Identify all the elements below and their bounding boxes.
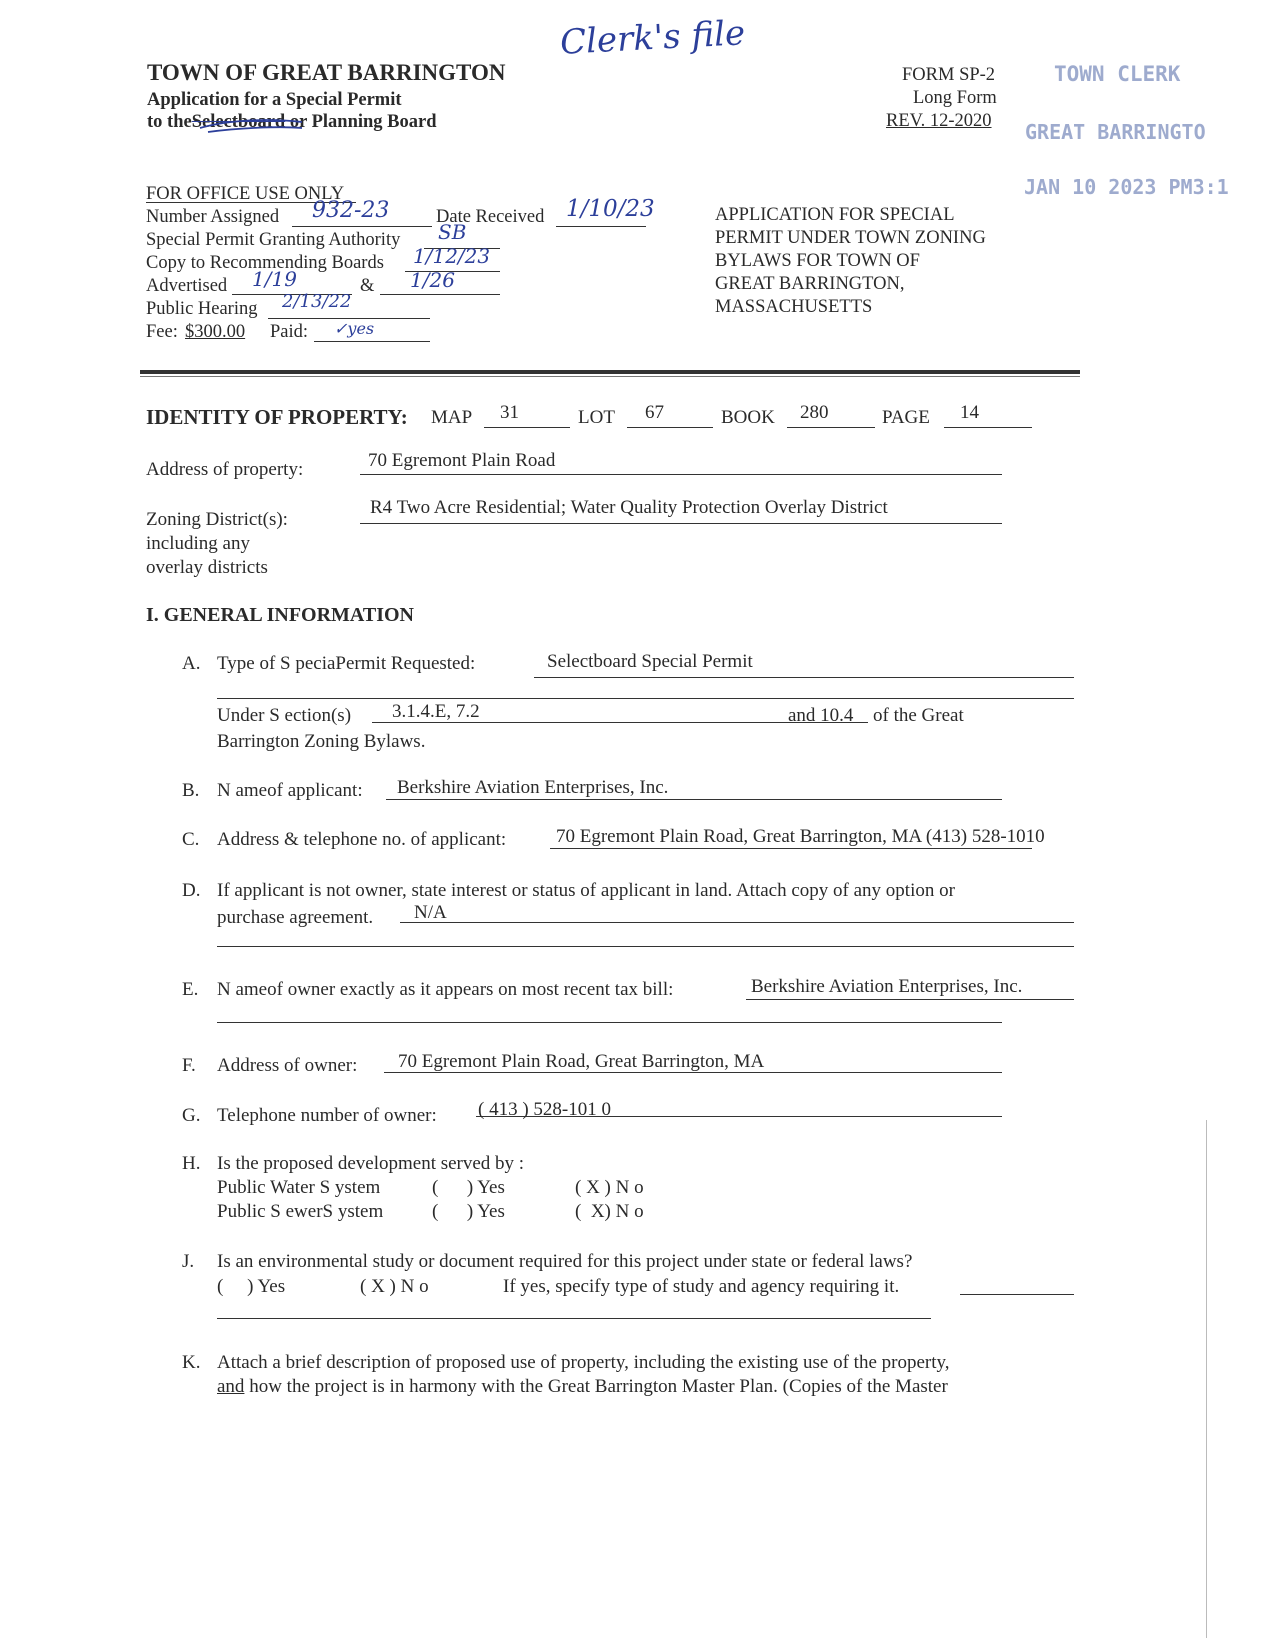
stamp-line2: GREAT BARRINGTO bbox=[1025, 120, 1206, 144]
item-j-label: Is an environmental study or document required for this project under state or federal laws? bbox=[217, 1251, 913, 1272]
date-received-line bbox=[556, 226, 646, 227]
item-e-line bbox=[746, 999, 1074, 1000]
item-d-value: N/A bbox=[414, 902, 447, 923]
item-a-value: Selectboard Special Permit bbox=[547, 651, 753, 672]
advertised-value1: 1/19 bbox=[252, 267, 297, 291]
item-j-line2 bbox=[217, 1318, 931, 1319]
public-water-yes: ( ) Yes bbox=[432, 1177, 505, 1198]
advertised-label: Advertised bbox=[146, 276, 228, 296]
advertised-line2 bbox=[380, 294, 500, 295]
subtitle-line1: Application for a Special Permit bbox=[147, 90, 402, 110]
zoning-label3: overlay districts bbox=[146, 557, 268, 578]
lot-value: 67 bbox=[645, 402, 664, 423]
public-sewer-no: ( X) N o bbox=[575, 1201, 644, 1222]
book-label: BOOK bbox=[721, 407, 775, 428]
authority-value: SB bbox=[438, 220, 467, 244]
address-value: 70 Egremont Plain Road bbox=[368, 450, 556, 471]
authority-label: Special Permit Granting Authority bbox=[146, 230, 401, 250]
address-label: Address of property: bbox=[146, 459, 304, 480]
item-f-label: Address of owner: bbox=[217, 1055, 358, 1076]
town-title: TOWN OF GREAT BARRINGTON bbox=[147, 60, 506, 85]
public-hearing-value: 2/13/22 bbox=[282, 291, 352, 312]
stamp-line1: TOWN CLERK bbox=[1054, 62, 1181, 86]
item-j-if-yes: If yes, specify type of study and agency requiring it. bbox=[503, 1276, 900, 1297]
item-c-letter: C. bbox=[182, 829, 200, 850]
item-e-line2 bbox=[217, 1022, 1002, 1023]
subtitle-struck: Selectboard bbox=[191, 112, 286, 132]
public-sewer-label: Public S ewerS ystem bbox=[217, 1201, 384, 1222]
lot-line bbox=[627, 427, 713, 428]
book-value: 280 bbox=[800, 402, 829, 423]
item-a-line2 bbox=[217, 698, 1074, 699]
item-e-letter: E. bbox=[182, 979, 199, 1000]
general-heading: I. GENERAL INFORMATION bbox=[146, 604, 414, 626]
office-use-heading: FOR OFFICE USE ONLY bbox=[146, 184, 345, 204]
public-hearing-label: Public Hearing bbox=[146, 299, 258, 319]
item-b-label: N ameof applicant: bbox=[217, 780, 363, 801]
item-a-under-label: Under S ection(s) bbox=[217, 705, 352, 726]
zoning-label2: including any bbox=[146, 533, 250, 554]
paid-value: ✓yes bbox=[334, 319, 375, 338]
app-title-line2: PERMIT UNDER TOWN ZONING bbox=[715, 228, 986, 248]
zoning-line bbox=[360, 523, 1002, 524]
item-a-and: and 10.4 bbox=[788, 705, 854, 726]
item-j-yes: ( ) Yes bbox=[217, 1276, 286, 1297]
item-k-text2-rest: how the project is in harmony with the Great Barrington Master Plan. (Copies of the Master bbox=[249, 1376, 948, 1397]
item-a-label: Type of S peciaPermit Requested: bbox=[217, 653, 476, 674]
item-k-text1: Attach a brief description of proposed use of property, including the existing use of the property, bbox=[217, 1352, 950, 1373]
app-title-line3: BYLAWS FOR TOWN OF bbox=[715, 251, 920, 271]
identity-label: IDENTITY OF PROPERTY: bbox=[146, 405, 408, 429]
item-a-letter: A. bbox=[182, 653, 201, 674]
book-line bbox=[787, 427, 875, 428]
item-d-text1: If applicant is not owner, state interest or status of applicant in land. Attach copy of any option or bbox=[217, 880, 955, 901]
section-divider bbox=[140, 370, 1080, 374]
form-type: Long Form bbox=[913, 88, 997, 108]
fee-label: Fee: bbox=[146, 322, 178, 342]
lot-label: LOT bbox=[578, 407, 615, 428]
public-sewer-yes: ( ) Yes bbox=[432, 1201, 505, 1222]
item-g-letter: G. bbox=[182, 1105, 201, 1126]
item-b-letter: B. bbox=[182, 780, 200, 801]
item-j-letter: J. bbox=[182, 1251, 195, 1272]
item-j-line bbox=[960, 1294, 1074, 1295]
item-f-letter: F. bbox=[182, 1055, 196, 1076]
item-e-value: Berkshire Aviation Enterprises, Inc. bbox=[751, 976, 1023, 997]
app-title-line5: MASSACHUSETTS bbox=[715, 297, 873, 317]
strike-scribble bbox=[198, 112, 308, 134]
public-water-label: Public Water S ystem bbox=[217, 1177, 381, 1198]
map-line bbox=[484, 427, 570, 428]
zoning-value: R4 Two Acre Residential; Water Quality Protection Overlay District bbox=[370, 497, 888, 518]
subtitle-post: or Planning Board bbox=[289, 112, 437, 132]
page-value: 14 bbox=[960, 402, 979, 423]
item-f-value: 70 Egremont Plain Road, Great Barrington, MA bbox=[398, 1051, 765, 1072]
public-water-no: ( X ) N o bbox=[575, 1177, 644, 1198]
zoning-label1: Zoning District(s): bbox=[146, 509, 288, 530]
item-e-label: N ameof owner exactly as it appears on most recent tax bill: bbox=[217, 979, 674, 1000]
item-d-line bbox=[400, 922, 1074, 923]
item-a-line bbox=[534, 677, 1074, 678]
item-d-line2 bbox=[217, 946, 1074, 947]
date-received-label: Date Received bbox=[436, 207, 545, 227]
item-a-bylaws: Barrington Zoning Bylaws. bbox=[217, 731, 426, 752]
number-assigned-label: Number Assigned bbox=[146, 207, 280, 227]
item-j-no: ( X ) N o bbox=[360, 1276, 429, 1297]
clerk-note: Clerk's file bbox=[559, 13, 747, 63]
copy-boards-label: Copy to Recommending Boards bbox=[146, 253, 384, 273]
copy-boards-value: 1/12/23 bbox=[413, 244, 491, 268]
page-label: PAGE bbox=[882, 407, 930, 428]
subtitle-pre: to the bbox=[147, 112, 192, 132]
item-h-letter: H. bbox=[182, 1153, 201, 1174]
stamp-line3: JAN 10 2023 PM3:1 bbox=[1024, 175, 1229, 199]
item-k-text2 bbox=[217, 1375, 948, 1399]
advertised-amp: & bbox=[360, 276, 375, 296]
map-label: MAP bbox=[431, 407, 473, 428]
form-revision: REV. 12-2020 bbox=[886, 111, 992, 131]
item-k-letter: K. bbox=[182, 1352, 201, 1373]
item-k-and: and bbox=[217, 1376, 245, 1397]
map-value: 31 bbox=[500, 402, 519, 423]
number-assigned-value: 932-23 bbox=[312, 198, 390, 223]
item-h-label: Is the proposed development served by : bbox=[217, 1153, 525, 1174]
item-c-line bbox=[550, 848, 1032, 849]
advertised-value2: 1/26 bbox=[410, 268, 455, 292]
item-c-label: Address & telephone no. of applicant: bbox=[217, 829, 507, 850]
date-received-value: 1/10/23 bbox=[566, 196, 655, 222]
item-a-of: of the Great bbox=[873, 705, 964, 726]
item-g-label: Telephone number of owner: bbox=[217, 1105, 437, 1126]
app-title-line1: APPLICATION FOR SPECIAL bbox=[715, 205, 955, 225]
fee-value: $300.00 bbox=[185, 322, 246, 342]
address-line bbox=[360, 474, 1002, 475]
scan-edge bbox=[1206, 1120, 1207, 1638]
item-c-value: 70 Egremont Plain Road, Great Barrington, MA (413) 528-1010 bbox=[556, 826, 1045, 847]
number-assigned-line bbox=[292, 226, 432, 227]
item-b-value: Berkshire Aviation Enterprises, Inc. bbox=[397, 777, 669, 798]
form-id: FORM SP-2 bbox=[902, 65, 996, 85]
paid-label: Paid: bbox=[270, 322, 309, 342]
item-d-letter: D. bbox=[182, 880, 201, 901]
item-a-sections: 3.1.4.E, 7.2 bbox=[392, 701, 480, 722]
app-title-line4: GREAT BARRINGTON, bbox=[715, 274, 905, 294]
item-d-text2: purchase agreement. bbox=[217, 907, 374, 928]
page-line bbox=[944, 427, 1032, 428]
item-g-value: ( 413 ) 528-101 0 bbox=[478, 1099, 611, 1120]
section-divider-thin bbox=[140, 376, 1080, 377]
paid-line bbox=[314, 341, 430, 342]
